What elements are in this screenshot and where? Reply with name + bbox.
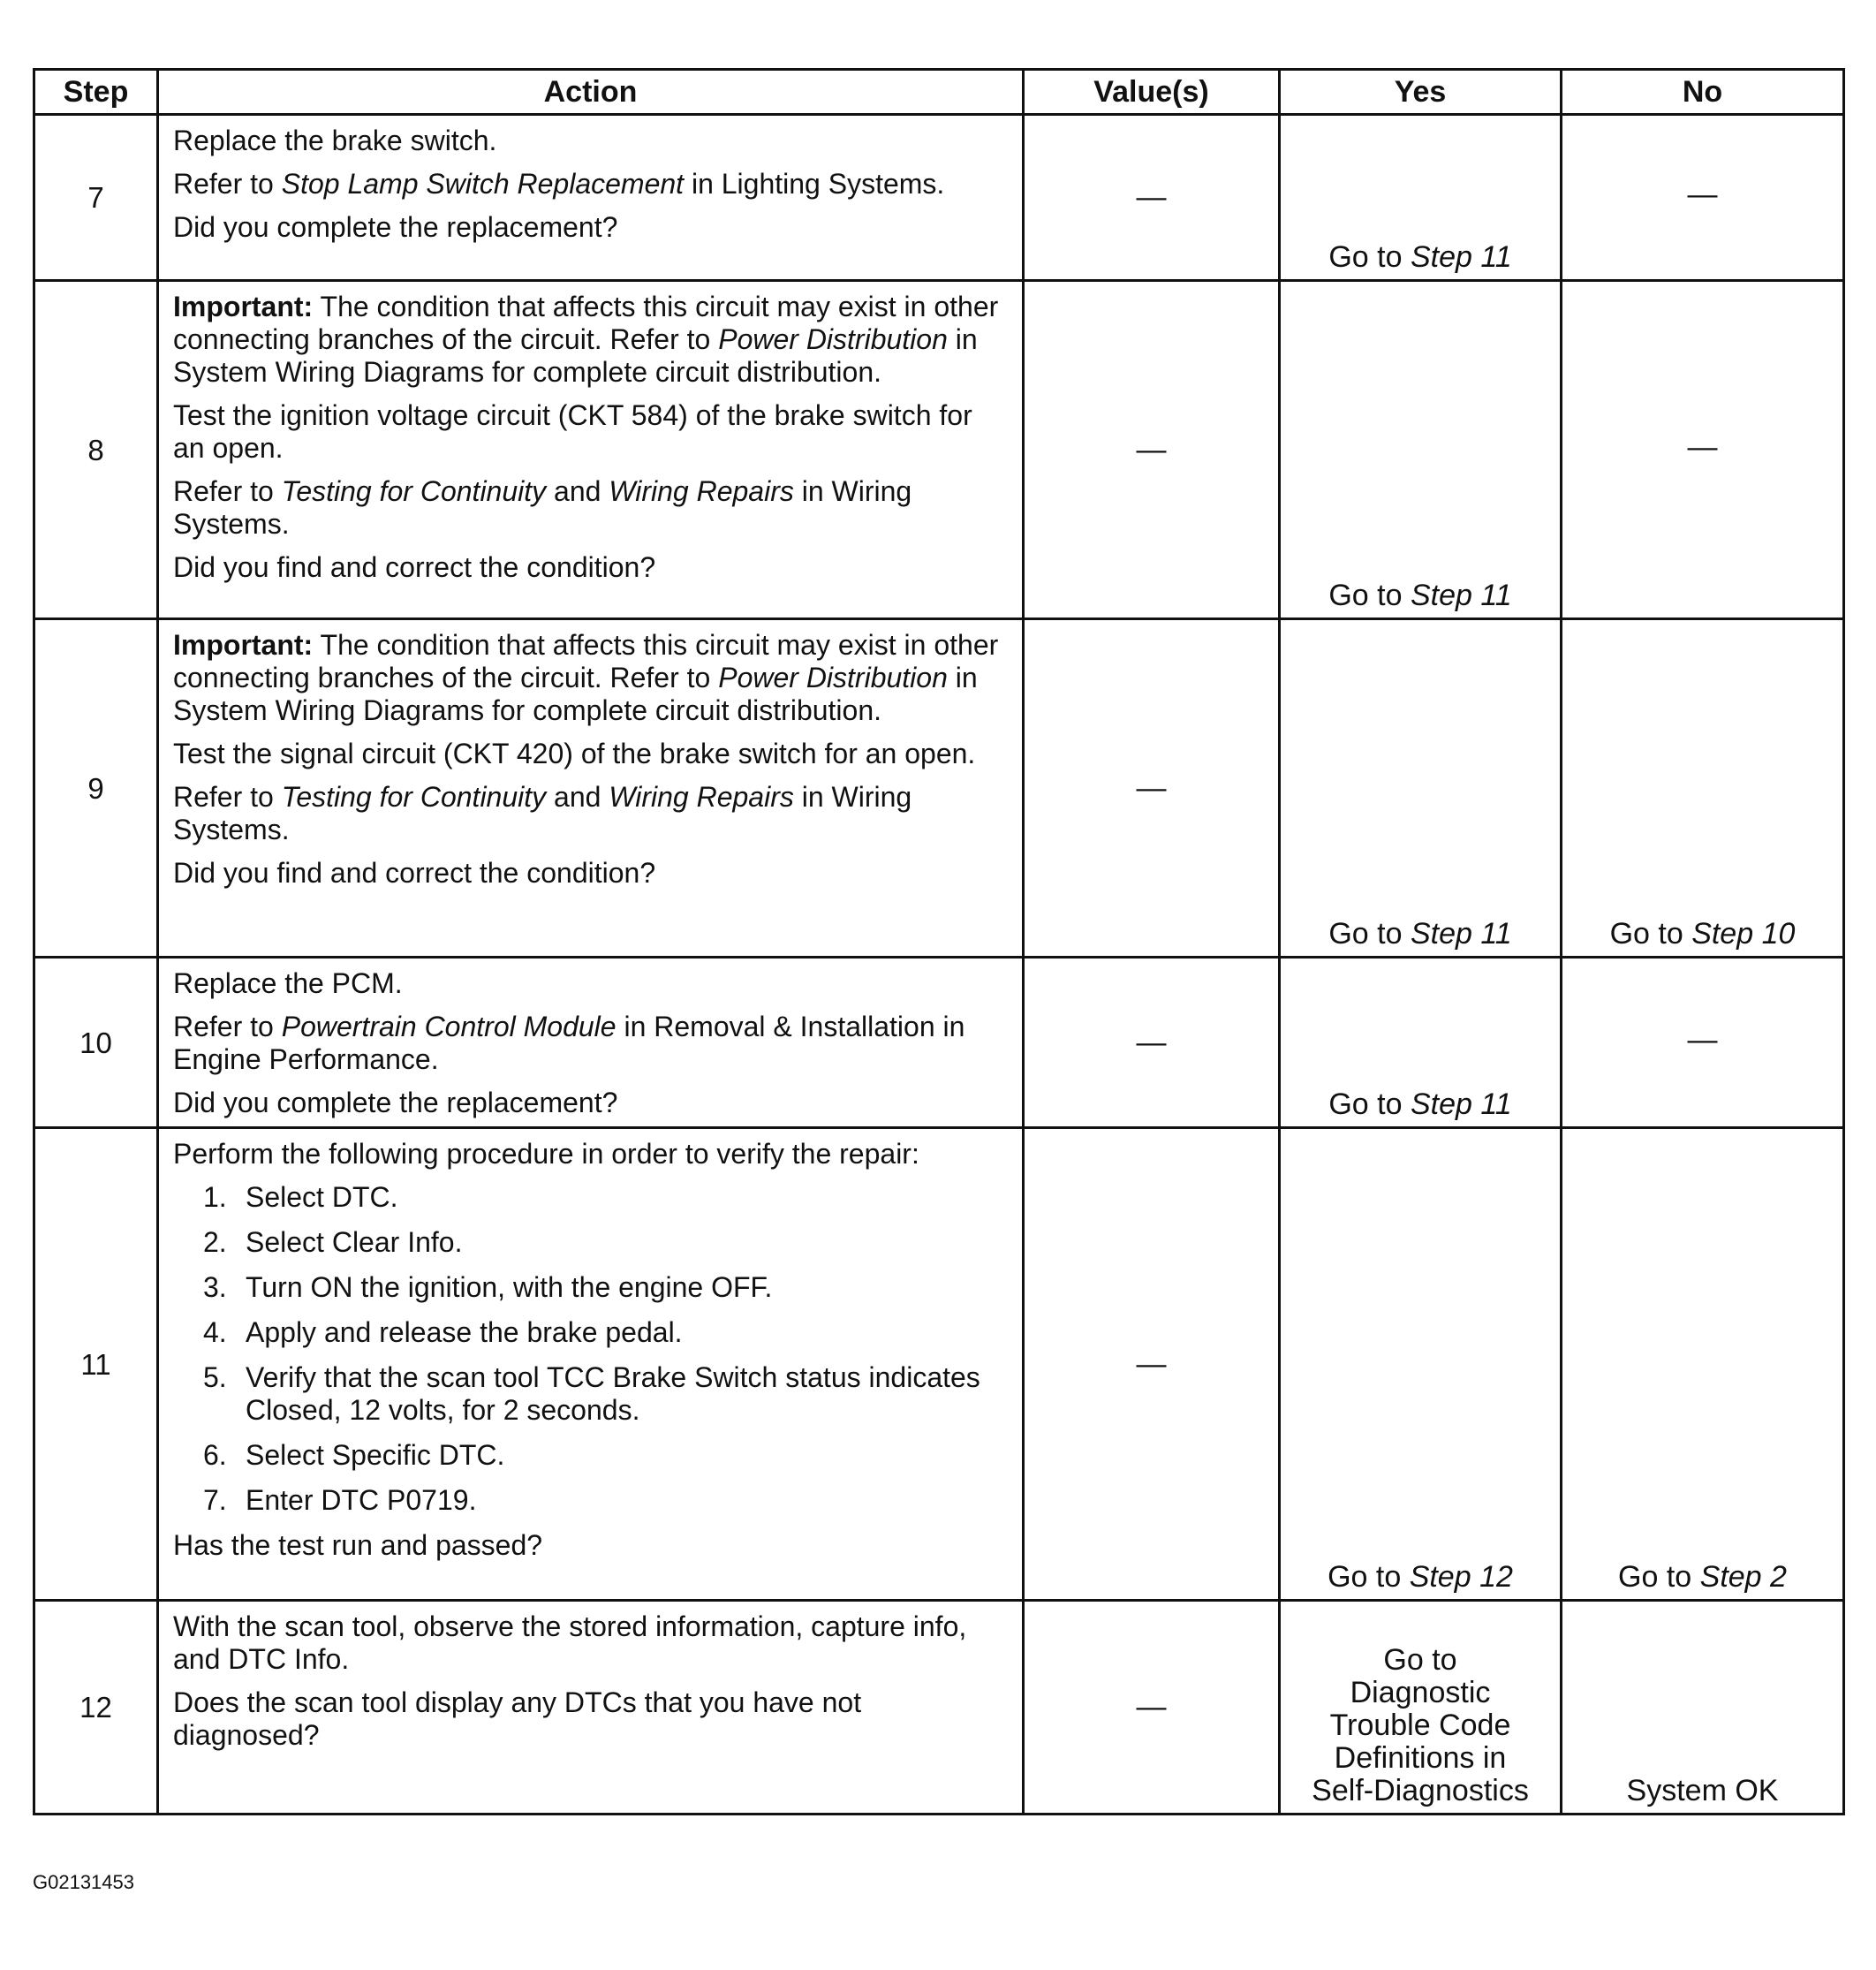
action-cell [158, 619, 1024, 958]
action-paragraph: Refer to Testing for Continuity and Wiring Repairs in Wiring Systems. [173, 781, 912, 845]
value-cell: — [1024, 281, 1280, 619]
no-cell: Go to Step 10 [1562, 619, 1844, 958]
no-cell: Go to Step 2 [1562, 1128, 1844, 1601]
table-row [34, 115, 1844, 281]
action-paragraph: Has the test run and passed? [173, 1529, 543, 1561]
diagnostic-table [33, 68, 1845, 1815]
table-row [34, 1601, 1844, 1815]
action-paragraph: Perform the following procedure in order to verify the repair: [173, 1138, 919, 1170]
table-header-row [34, 70, 1844, 115]
step-number: 8 [34, 281, 158, 619]
step-number: 11 [34, 1128, 158, 1601]
figure-id: G02131453 [33, 1871, 134, 1893]
action-paragraph: Test the ignition voltage circuit (CKT 584) of the brake switch for an open. [173, 399, 972, 464]
table-body [34, 115, 1844, 1815]
no-cell: System OK [1562, 1601, 1844, 1815]
no-cell: — [1562, 115, 1844, 281]
procedure-step: 1. Select DTC. [203, 1181, 398, 1213]
value-cell: — [1024, 1128, 1280, 1601]
yes-line: Self-Diagnostics [1312, 1774, 1529, 1807]
action-paragraph: Test the signal circuit (CKT 420) of the brake switch for an open. [173, 738, 976, 769]
action-paragraph: Did you complete the replacement? [173, 1087, 618, 1118]
step-number: 10 [34, 958, 158, 1128]
action-cell [158, 958, 1024, 1128]
yes-cell: Go to Step 11 [1280, 958, 1562, 1128]
value-cell: — [1024, 619, 1280, 958]
action-cell [158, 1601, 1024, 1815]
yes-cell: Go to Step 11 [1280, 619, 1562, 958]
procedure-step: 5. Verify that the scan tool TCC Brake Switch status indicates Closed, 12 volts, for 2 seconds. [203, 1361, 980, 1426]
procedure-list [173, 1181, 1010, 1517]
yes-cell: Go to Step 12 [1280, 1128, 1562, 1601]
action-paragraph: Did you find and correct the condition? [173, 857, 656, 889]
header-action: Action [158, 70, 1024, 115]
step-number: 9 [34, 619, 158, 958]
procedure-step: 4. Apply and release the brake pedal. [203, 1316, 683, 1348]
header-yes: Yes [1280, 70, 1562, 115]
action-paragraph: Does the scan tool display any DTCs that you have not diagnosed? [173, 1686, 862, 1751]
yes-cell [1280, 1601, 1562, 1815]
yes-cell: Go to Step 11 [1280, 115, 1562, 281]
action-paragraph: Replace the brake switch. [173, 125, 497, 156]
action-cell [158, 281, 1024, 619]
header-step: Step [34, 70, 158, 115]
table-row [34, 281, 1844, 619]
yes-cell: Go to Step 11 [1280, 281, 1562, 619]
value-cell: — [1024, 115, 1280, 281]
action-paragraph: Did you complete the replacement? [173, 211, 618, 243]
procedure-step: 2. Select Clear Info. [203, 1226, 463, 1258]
step-number: 7 [34, 115, 158, 281]
action-paragraph: With the scan tool, observe the stored information, capture info, and DTC Info. [173, 1610, 967, 1675]
value-cell: — [1024, 1601, 1280, 1815]
action-paragraph: Refer to Testing for Continuity and Wiring Repairs in Wiring Systems. [173, 475, 912, 540]
yes-line: Trouble Code [1329, 1709, 1511, 1742]
action-paragraph: Did you find and correct the condition? [173, 551, 656, 583]
yes-line: Definitions in [1334, 1741, 1507, 1775]
action-paragraph: Important: The condition that affects this circuit may exist in other connecting branches of the circuit. Refer to Power Distribution in System Wiring Diagrams for complete circuit distribution. [173, 291, 999, 388]
header-values: Value(s) [1024, 70, 1280, 115]
procedure-step: 6. Select Specific DTC. [203, 1439, 505, 1471]
table-row [34, 958, 1844, 1128]
procedure-step: 3. Turn ON the ignition, with the engine OFF. [203, 1271, 773, 1303]
yes-line: Diagnostic [1350, 1676, 1491, 1709]
action-paragraph: Important: The condition that affects this circuit may exist in other connecting branches of the circuit. Refer to Power Distribution in System Wiring Diagrams for complete circuit distribution. [173, 629, 999, 726]
step-number: 12 [34, 1601, 158, 1815]
no-cell: — [1562, 281, 1844, 619]
yes-line: Go to [1383, 1643, 1457, 1677]
procedure-step: 7. Enter DTC P0719. [203, 1484, 477, 1516]
action-cell [158, 115, 1024, 281]
action-cell [158, 1128, 1024, 1601]
value-cell: — [1024, 958, 1280, 1128]
table-row [34, 1128, 1844, 1601]
action-paragraph: Refer to Stop Lamp Switch Replacement in Lighting Systems. [173, 168, 945, 200]
action-paragraph: Refer to Powertrain Control Module in Removal & Installation in Engine Performance. [173, 1011, 965, 1075]
table-row [34, 619, 1844, 958]
action-paragraph: Replace the PCM. [173, 967, 403, 999]
header-no: No [1562, 70, 1844, 115]
no-cell: — [1562, 958, 1844, 1128]
